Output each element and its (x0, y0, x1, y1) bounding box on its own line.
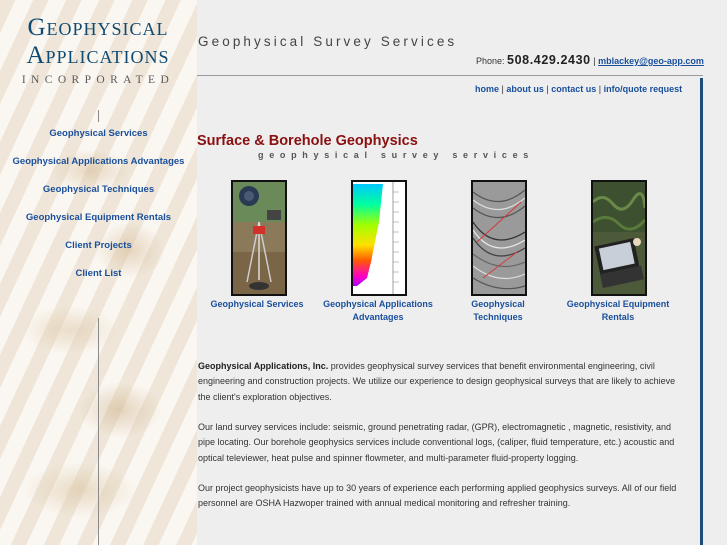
top-link-separator: | (546, 84, 549, 94)
phone-number: 508.429.2430 (507, 53, 591, 67)
sidebar-divider-top (98, 110, 99, 122)
top-link-contact-us[interactable]: contact us (551, 84, 597, 94)
contact-row (476, 53, 704, 67)
email-link[interactable]: mblackey@geo-app.com (598, 56, 704, 66)
top-link-about-us[interactable]: about us (506, 84, 544, 94)
feature-link-geophysical-techniques[interactable]: Geophysical Techniques (471, 299, 525, 322)
intro-paragraph (198, 359, 688, 405)
sidebar (0, 0, 197, 545)
top-link-separator: | (598, 84, 602, 94)
experience-paragraph: Our project geophysicists have up to 30 years of experience each performing applied geophysics surveys. All of our field personnel are OSHA Hazwoper trained with annual medical monitoring and refresher training. (198, 483, 677, 509)
top-link-home[interactable]: home (475, 84, 500, 94)
intro-text: provides geophysical survey services that benefit environmental engineering, civil engineering and construction projects. We utilize our experience to design geophysical surveys that are likely to achieve the client's exploration objectives. (198, 361, 676, 402)
sidebar-item-equipment-rentals[interactable]: Geophysical Equipment Rentals (25, 212, 172, 223)
sidebar-item-client-list[interactable]: Client List (75, 268, 122, 279)
top-link-info-quote[interactable]: info/quote request (603, 84, 683, 94)
feature-link-applications-advantages[interactable]: Geophysical Applications Advantages (323, 299, 433, 322)
top-nav-links (475, 84, 682, 94)
field-laptop-graphic (593, 182, 645, 294)
sidebar-item-applications-advantages[interactable]: Geophysical Applications Advantages (12, 156, 185, 167)
right-accent-bar (700, 78, 703, 545)
survey-equipment-image (233, 182, 285, 294)
sidebar-divider-bottom (98, 318, 99, 545)
sidebar-item-geophysical-techniques[interactable]: Geophysical Techniques (42, 184, 155, 195)
top-link-separator: | (501, 84, 504, 94)
radar-profile-graphic (473, 182, 525, 294)
radar-profile-image[interactable] (471, 180, 527, 296)
header-divider (197, 75, 703, 76)
contact-separator: | (593, 56, 596, 66)
site-tagline: Geophysical Survey Services (198, 34, 458, 49)
company-logo[interactable] (18, 14, 178, 86)
survey-equipment-photo[interactable] (231, 180, 287, 296)
sidebar-item-client-projects[interactable]: Client Projects (65, 240, 132, 251)
sidebar-item-geophysical-services[interactable]: Geophysical Services (49, 128, 148, 139)
sidebar-nav (0, 122, 197, 290)
logo-line-3: INCORPORATED (21, 74, 175, 86)
phone-label: Phone: (476, 56, 505, 66)
page-title: Surface & Borehole Geophysics (197, 133, 418, 149)
page-subtitle: geophysical survey services (258, 150, 534, 160)
field-laptop-photo[interactable] (591, 180, 647, 296)
logo-line-1: Geophysical (27, 14, 169, 41)
logo-line-2: Applications (26, 42, 170, 69)
company-name: Geophysical Applications, Inc. (198, 361, 329, 371)
feature-link-equipment-rentals[interactable]: Geophysical Equipment Rentals (566, 299, 670, 322)
services-paragraph: Our land survey services include: seismic, ground penetrating radar, (GPR), electromagnetic , magnetic, resistivity, and pipe locating. Our borehole geophysics services include conventional logs, (caliper, fluid temperature, etc.) acoustic and optical televiewer, heat pulse and spinner flowmeter, and multi-parameter fluid-property logging. (198, 422, 675, 463)
color-spectrum-chart[interactable] (351, 180, 407, 296)
feature-link-geophysical-services[interactable]: Geophysical Services (210, 299, 304, 309)
spectrum-chart-image (353, 182, 405, 294)
